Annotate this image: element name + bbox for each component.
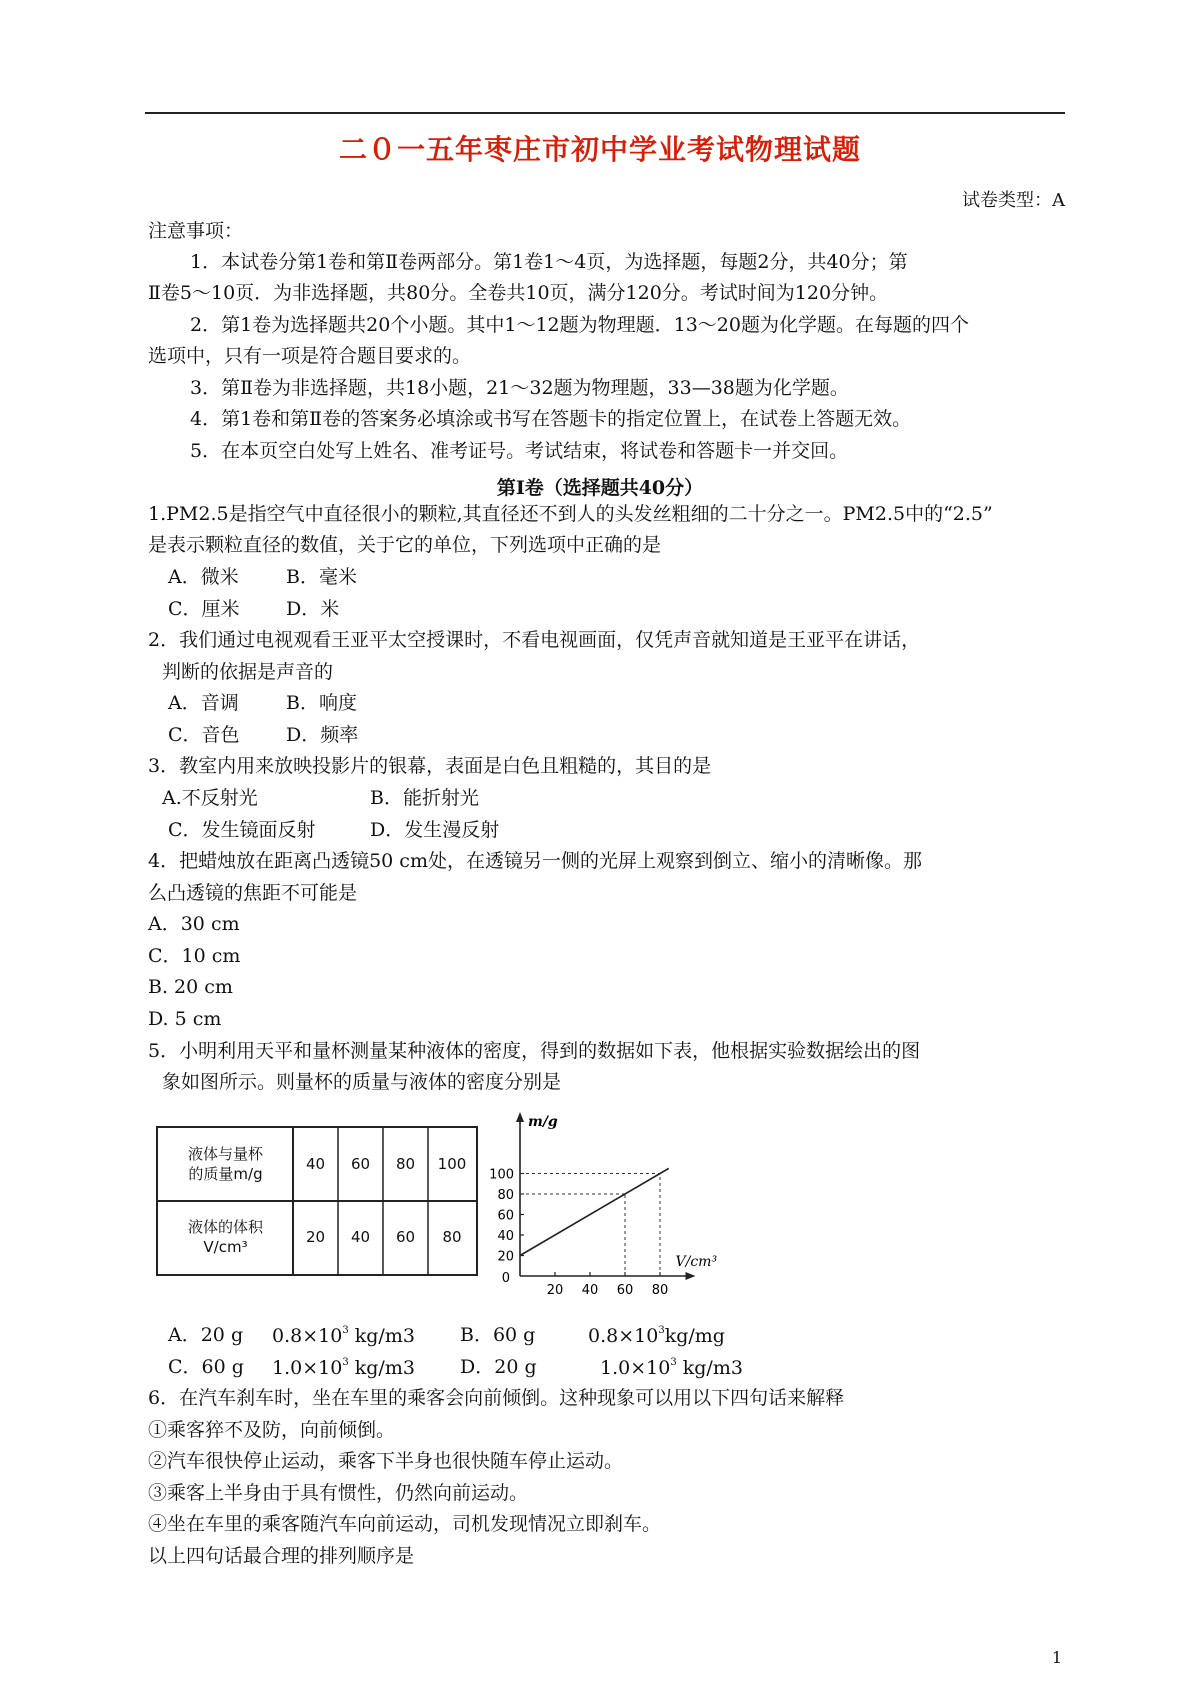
option-label: D．20 g xyxy=(460,1356,537,1378)
question-4-stem: 么凸透镜的焦距不可能是 xyxy=(148,882,358,904)
q4-option-a: A．30 cm xyxy=(148,913,240,935)
y-axis-arrow xyxy=(516,1112,524,1122)
value-text: 1.0×10 xyxy=(600,1357,671,1379)
q3-option-b: B．能折射光 xyxy=(370,787,479,809)
notice-item: 4．第1卷和第Ⅱ卷的答案务必填涂或书写在答题卡的指定位置上，在试卷上答题无效。 xyxy=(190,408,912,430)
question-1-stem: 是表示颗粒直径的数值，关于它的单位，下列选项中正确的是 xyxy=(148,534,662,556)
unit-text: kg/mg xyxy=(664,1325,725,1347)
q2-option-b: B．响度 xyxy=(286,692,357,714)
table-row2-header xyxy=(158,1201,293,1274)
q5-option-a-value xyxy=(272,1326,415,1346)
notice-item: Ⅱ卷5～10页．为非选择题，共80分。全卷共10页，满分120分。考试时间为120分钟。 xyxy=(148,282,889,304)
table-header-text: 液体与量杯 xyxy=(187,1145,263,1163)
q5-option-b-value xyxy=(588,1326,725,1346)
table-row1-header xyxy=(158,1128,293,1201)
notice-item: 选项中，只有一项是符合题目要求的。 xyxy=(148,345,472,367)
table-cell: 80 xyxy=(395,1154,416,1173)
table-cell: 40 xyxy=(350,1227,371,1246)
y-tick-label: 80 xyxy=(497,1188,514,1203)
y-axis-label: m/g xyxy=(528,1114,558,1130)
q5-option-b xyxy=(460,1326,535,1345)
q2-option-a: A．音调 xyxy=(168,692,239,714)
unit-text: kg/m3 xyxy=(348,1357,415,1379)
table-cell: 100 xyxy=(437,1154,467,1173)
question-6-stem: 以上四句话最合理的排列顺序是 xyxy=(148,1545,415,1567)
q1-option-a: A．微米 xyxy=(168,566,239,588)
table-cell: 80 xyxy=(442,1227,462,1246)
exponent: 3 xyxy=(670,1357,677,1368)
paper-type: 试卷类型：A xyxy=(962,190,1065,211)
section-title: 第Ⅰ卷（选择题共40分） xyxy=(496,477,704,499)
option-label: A．20 g xyxy=(168,1324,244,1346)
q1-option-c: C．厘米 xyxy=(168,598,240,620)
y-tick-label: 100 xyxy=(489,1167,514,1183)
q5-option-d xyxy=(460,1358,537,1377)
mass-volume-graph xyxy=(482,1108,732,1298)
q4-option-b: B. 20 cm xyxy=(148,976,233,998)
exponent: 3 xyxy=(658,1325,665,1336)
series-line xyxy=(520,1168,669,1255)
q1-option-d: D．米 xyxy=(286,598,340,620)
exam-title: 二０一五年枣庄市初中学业考试物理试题 xyxy=(338,133,861,166)
q6-statement-2: ②汽车很快停止运动，乘客下半身也很快随车停止运动。 xyxy=(148,1450,624,1472)
question-1-stem: 1.PM2.5是指空气中直径很小的颗粒,其直径还不到人的头发丝粗细的二十分之一。PM2.5中的“2.5” xyxy=(148,503,993,525)
page-number: 1 xyxy=(1051,1648,1062,1667)
q6-statement-3: ③乘客上半身由于具有惯性，仍然向前运动。 xyxy=(148,1482,529,1504)
q6-statement-4: ④坐在车里的乘客随汽车向前运动，司机发现情况立即刹车。 xyxy=(148,1513,662,1535)
table-header-text: V/cm³ xyxy=(203,1237,248,1256)
q2-option-c: C．音色 xyxy=(168,724,240,746)
table-cell: 20 xyxy=(305,1227,326,1246)
value-text: 0.8×10 xyxy=(588,1325,659,1347)
table-header-text: 液体的体积 xyxy=(187,1218,263,1236)
data-table xyxy=(156,1126,478,1276)
y-tick-label: 20 xyxy=(497,1249,514,1265)
question-4-stem: 4．把蜡烛放在距离凸透镜50 cm处，在透镜另一侧的光屏上观察到倒立、缩小的清晰像。那 xyxy=(148,850,922,872)
question-6-stem: 6．在汽车刹车时，坐在车里的乘客会向前倾倒。这种现象可以用以下四句话来解释 xyxy=(148,1387,845,1409)
q5-option-c xyxy=(168,1358,244,1377)
q4-option-d: D. 5 cm xyxy=(148,1008,222,1030)
q5-option-d-value xyxy=(600,1358,743,1378)
top-rule xyxy=(145,112,1065,114)
question-5-stem: 5．小明利用天平和量杯测量某种液体的密度，得到的数据如下表，他根据实验数据绘出的图 xyxy=(148,1040,921,1062)
x-axis-arrow xyxy=(686,1272,696,1280)
table-cell: 60 xyxy=(395,1227,416,1246)
question-2-stem: 判断的依据是声音的 xyxy=(162,661,334,683)
q3-option-c: C．发生镜面反射 xyxy=(168,819,316,841)
option-label: C．60 g xyxy=(168,1356,244,1378)
q5-option-a xyxy=(168,1326,243,1345)
x-axis-label: V/cm³ xyxy=(675,1254,718,1270)
question-3-stem: 3．教室内用来放映投影片的银幕，表面是白色且粗糙的，其目的是 xyxy=(148,755,712,777)
q2-option-d: D．频率 xyxy=(286,724,359,746)
q6-statement-1: ①乘客猝不及防，向前倾倒。 xyxy=(148,1419,396,1441)
exponent: 3 xyxy=(342,1357,349,1368)
y-tick-label: 60 xyxy=(497,1208,514,1224)
notice-item: 3．第Ⅱ卷为非选择题，共18小题，21～32题为物理题，33—38题为化学题。 xyxy=(190,377,849,399)
table-cell: 60 xyxy=(350,1154,371,1173)
y-tick-label: 40 xyxy=(497,1229,514,1244)
q4-option-c: C．10 cm xyxy=(148,945,241,967)
x-tick-label: 40 xyxy=(581,1283,599,1298)
question-5-stem: 象如图所示。则量杯的质量与液体的密度分别是 xyxy=(162,1071,562,1093)
notice-item: 5．在本页空白处写上姓名、准考证号。考试结束，将试卷和答题卡一并交回。 xyxy=(190,440,849,462)
value-text: 0.8×10 xyxy=(272,1325,343,1347)
q1-option-b: B．毫米 xyxy=(286,566,357,588)
value-text: 1.0×10 xyxy=(272,1357,343,1379)
q5-option-c-value xyxy=(272,1358,415,1378)
notice-heading: 注意事项： xyxy=(148,220,244,242)
q3-option-d: D．发生漫反射 xyxy=(370,819,500,841)
unit-text: kg/m3 xyxy=(348,1325,415,1347)
option-label: B．60 g xyxy=(460,1324,536,1346)
notice-item: 1．本试卷分第1卷和第Ⅱ卷两部分。第1卷1～4页，为选择题，每题2分，共40分；第 xyxy=(190,251,908,273)
notice-item: 2．第1卷为选择题共20个小题。其中1～12题为物理题．13～20题为化学题。在每题的四个 xyxy=(190,314,969,336)
table-header-text: 的质量m/g xyxy=(188,1164,263,1183)
unit-text: kg/m3 xyxy=(676,1357,743,1379)
q3-option-a: A.不反射光 xyxy=(162,787,258,809)
exponent: 3 xyxy=(342,1325,349,1336)
origin-label: 0 xyxy=(501,1271,510,1286)
x-tick-label: 80 xyxy=(651,1283,669,1298)
x-tick-label: 60 xyxy=(616,1283,634,1298)
question-2-stem: 2．我们通过电视观看王亚平太空授课时，不看电视画面，仅凭声音就知道是王亚平在讲话， xyxy=(148,629,921,651)
x-tick-label: 20 xyxy=(546,1283,564,1298)
table-cell: 40 xyxy=(305,1154,326,1173)
